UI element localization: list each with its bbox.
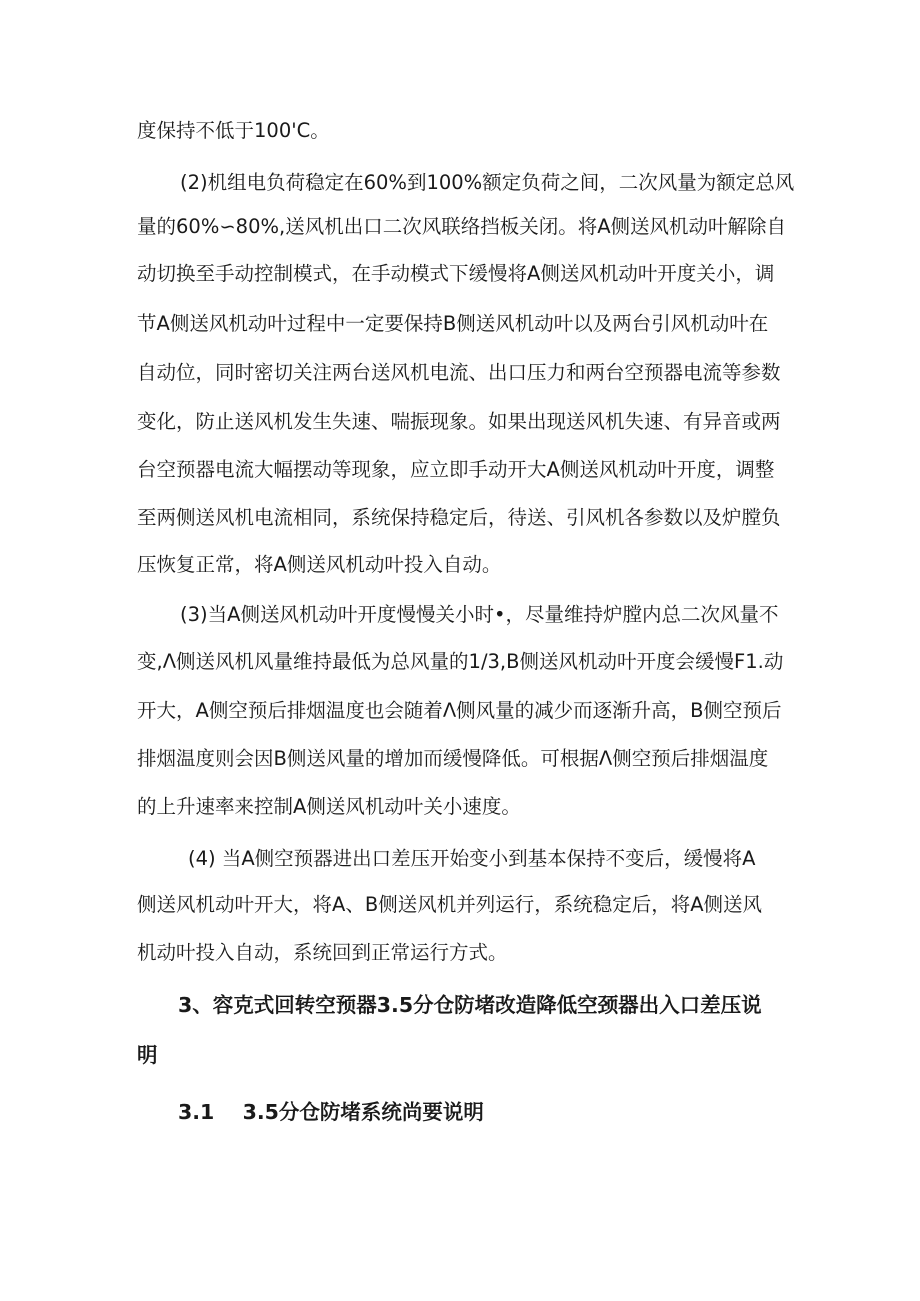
subsection-heading <box>178 1099 484 1125</box>
paragraph-4-line-2: 侧送风机动叶开大，将A、B侧送风机并列运行，系统稳定后，将A侧送风 <box>137 893 763 916</box>
paragraph-4-line-1: (4) 当A侧空预器进出口差压开始变小到基本保持不变后，缓慢将A <box>188 847 756 870</box>
paragraph-4-line-3: 机动叶投入自动，系统回到正常运行方式。 <box>137 941 508 964</box>
paragraph-3-line-4: 排烟温度则会因B侧送风量的增加而缓慢降低。可根据Λ侧空预后排烟温度 <box>137 747 769 770</box>
paragraph-2-line-3: 动切换至手动控制模式，在手动模式下缓慢将A侧送风机动叶开度关小，调 <box>137 262 775 285</box>
paragraph-2-line-7: 台空预器电流大幅摆动等现象，应立即手动开大A侧送风机动叶开度，调整 <box>137 458 775 481</box>
paragraph-2-line-2: 量的60%∽80%,送风机出口二次风联络挡板关闭。将A侧送风机动叶解除自 <box>137 215 787 238</box>
section-heading-line-2: 明 <box>137 1043 158 1067</box>
subsection-title: 3.5分仓防堵系统尚要说明 <box>242 1100 484 1124</box>
paragraph-3-line-5: 的上升速率来控制A侧送风机动叶关小速度。 <box>137 795 521 818</box>
paragraph-3-line-1: (3)当A侧送风机动叶开度慢慢关小时•，尽量维持炉膛内总二次风量不 <box>180 603 779 626</box>
paragraph-2-line-1: (2)机组电负荷稳定在60%到100%额定负荷之间，二次风量为额定总风 <box>180 171 795 194</box>
paragraph-3-line-2: 变,Λ侧送风机风量维持最低为总风量的1/3,B侧送风机动叶开度会缓慢F1.动 <box>137 650 784 673</box>
paragraph-2-line-9: 压恢复正常，将A侧送风机动叶投入自动。 <box>137 553 502 576</box>
paragraph-3-line-3: 开大，A侧空预后排烟温度也会随着Λ侧风量的减少而逐渐升高，B侧空预后 <box>137 699 782 722</box>
paragraph-2-line-4: 节A侧送风机动叶过程中一定要保持B侧送风机动叶以及两台引风机动叶在 <box>137 312 769 335</box>
subsection-number: 3.1 <box>178 1100 215 1124</box>
paragraph-2-line-5: 自动位，同时密切关注两台送风机电流、出口压力和两台空预器电流等参数 <box>137 361 781 384</box>
paragraph-2-line-6: 变化，防止送风机发生失速、喘振现象。如果出现送风机失速、有异音或两 <box>137 410 781 433</box>
paragraph-2-line-8: 至两侧送风机电流相同，系统保持稳定后，待送、引风机各参数以及炉膛负 <box>137 506 781 529</box>
paragraph-1-line-1: 度保持不低于100'C。 <box>137 119 330 142</box>
section-heading-line-1: 3、容克式回转空预器3.5分仓防堵改造降低空颈器出入口差压说 <box>178 993 762 1017</box>
